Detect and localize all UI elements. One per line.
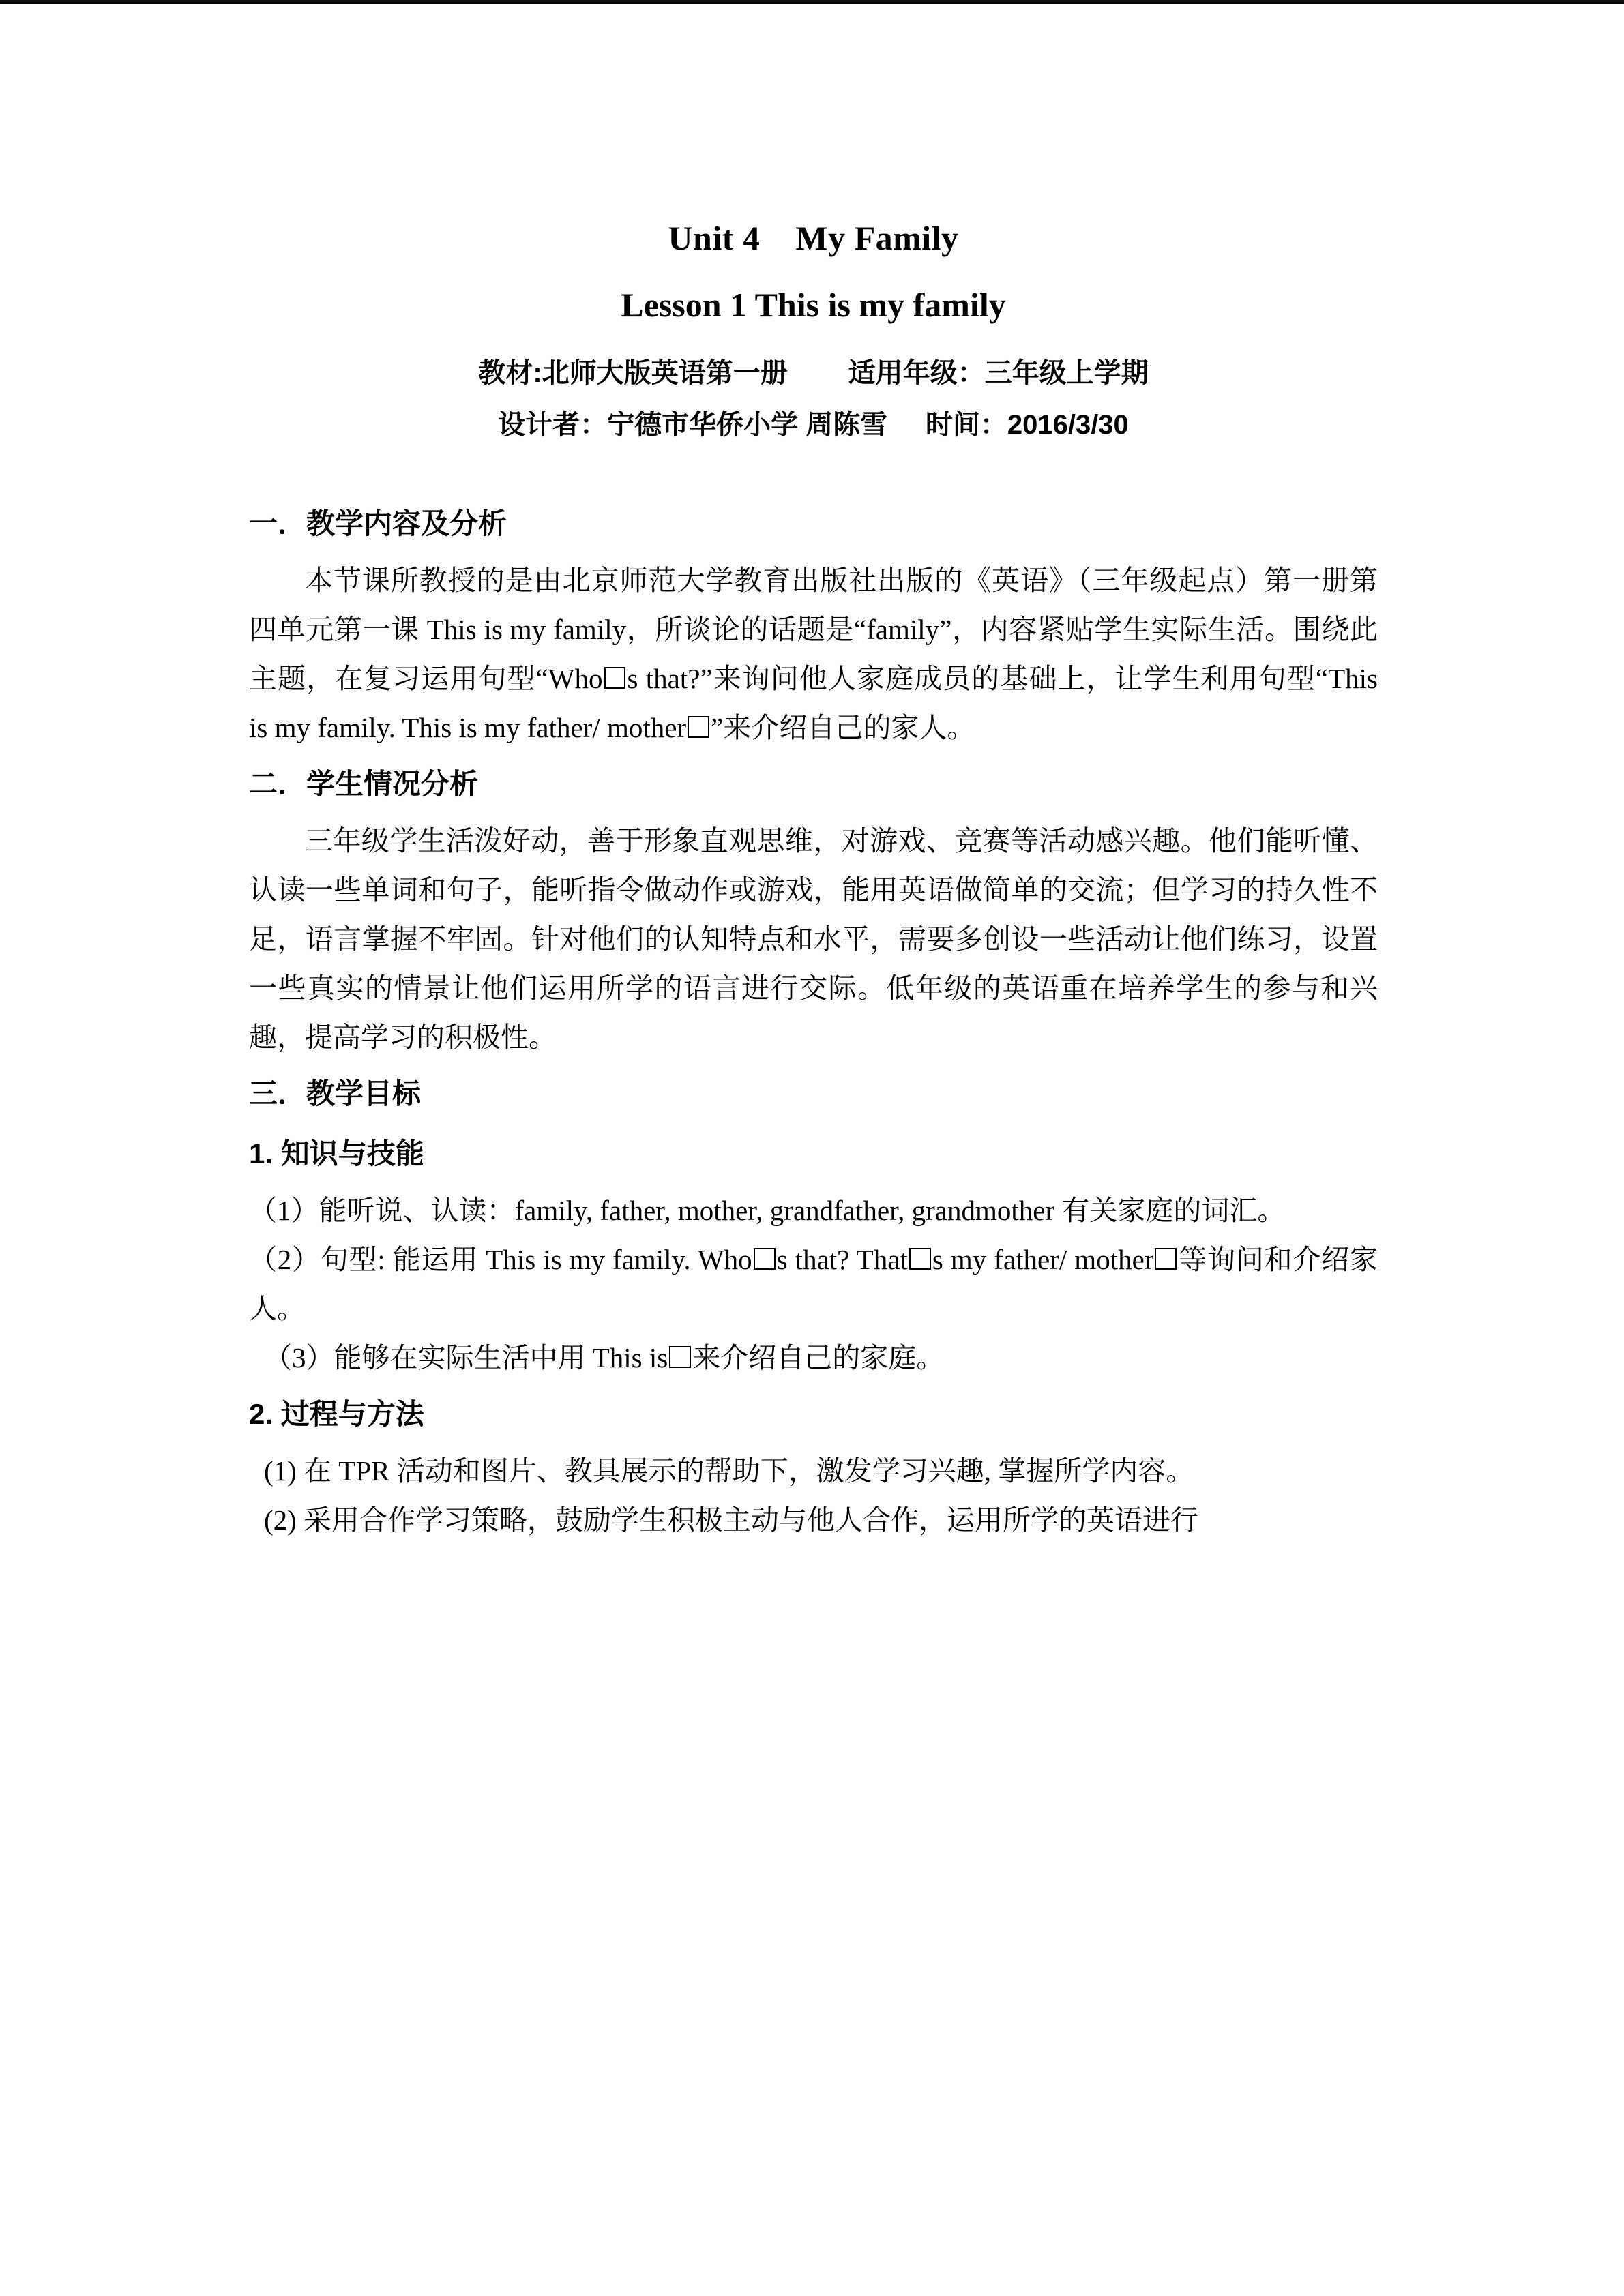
page-subtitle: Lesson 1 This is my family	[621, 286, 1006, 324]
section-1-text-c: ”来介绍自己的家人。	[711, 712, 975, 743]
list-item-text: （1）能听说、认读：family, father, mother, grandfather, grandmother 有关家庭的词汇。	[249, 1195, 1286, 1226]
missing-glyph-box-icon	[604, 667, 626, 689]
section-1-text-a: 本节课所教授的是由北京师范大学教育出版社出版的《英语》（三年级起点）第一册第四单元第一课 This is my family，所谈论的话题是“family”，内容紧贴学生实际生活。围绕此主题，在复习运用句型“Who	[249, 565, 1378, 694]
spacer	[249, 1429, 1378, 1446]
subsection-heading-process-methods: 2. 过程与方法	[249, 1398, 424, 1430]
missing-glyph-box-icon	[754, 1248, 776, 1270]
list-item-text: s my father/ mother	[932, 1244, 1154, 1275]
list-item-text: s that? That	[776, 1244, 908, 1275]
page-title: Unit 4 My Family	[668, 219, 959, 257]
spacer	[249, 799, 1378, 816]
list-item: (2) 采用合作学习策略，鼓励学生积极主动与他人合作，运用所学的英语进行	[264, 1504, 1199, 1536]
list-item-text: 来介绍自己的家庭。	[692, 1342, 945, 1373]
spacer	[249, 538, 1378, 556]
section-2-paragraph: 三年级学生活泼好动，善于形象直观思维，对游戏、竞赛等活动感兴趣。他们能听懂、认读一些单词和句子，能听指令做动作或游戏，能用英语做简单的交流；但学习的持久性不足，语言掌握不牢固。针对他们的认知特点和水平，需要多创设一些活动让他们练习，设置一些真实的情景让他们运用所学的语言进行交际。低年级的英语重在培养学生的参与和兴趣，提高学习的积极性。	[249, 825, 1378, 1053]
list-item	[249, 1235, 1378, 1333]
spacer	[249, 1108, 1378, 1139]
missing-glyph-box-icon	[669, 1346, 691, 1368]
section-heading-1: 一．教学内容及分析	[249, 507, 507, 539]
section-1-paragraph	[249, 556, 1378, 752]
document-content	[249, 4, 1378, 1545]
missing-glyph-box-icon	[909, 1248, 931, 1270]
list-item-text: 等询问和介绍家人。	[249, 1244, 1378, 1324]
section-heading-3: 三．教学目标	[249, 1077, 422, 1109]
missing-glyph-box-icon	[688, 716, 709, 738]
list-item-text: （2）句型: 能运用 This is my family. Who	[249, 1244, 752, 1275]
missing-glyph-box-icon	[1155, 1248, 1177, 1270]
meta-textbook-line: 教材:北师大版英语第一册 适用年级：三年级上学期	[478, 358, 1149, 388]
spacer	[249, 438, 1378, 509]
list-item	[249, 1186, 1378, 1235]
meta-designer-line: 设计者：宁德市华侨小学 周陈雪 时间：2016/3/30	[498, 410, 1129, 440]
spacer	[249, 1168, 1378, 1186]
list-item	[249, 1333, 1378, 1382]
section-heading-2: 二．学生情况分析	[249, 768, 479, 800]
subsection-heading-knowledge-skills: 1. 知识与技能	[249, 1137, 424, 1169]
list-item: (1) 在 TPR 活动和图片、教具展示的帮助下，激发学习兴趣, 掌握所学内容。	[264, 1455, 1194, 1487]
section-1-text-b: s that?”来询问他人家庭成员的基础上，让学生利用句型“This is my family. This is my father/ mother	[249, 663, 1378, 743]
list-item-text: （3）能够在实际生活中用 This is	[264, 1342, 668, 1373]
